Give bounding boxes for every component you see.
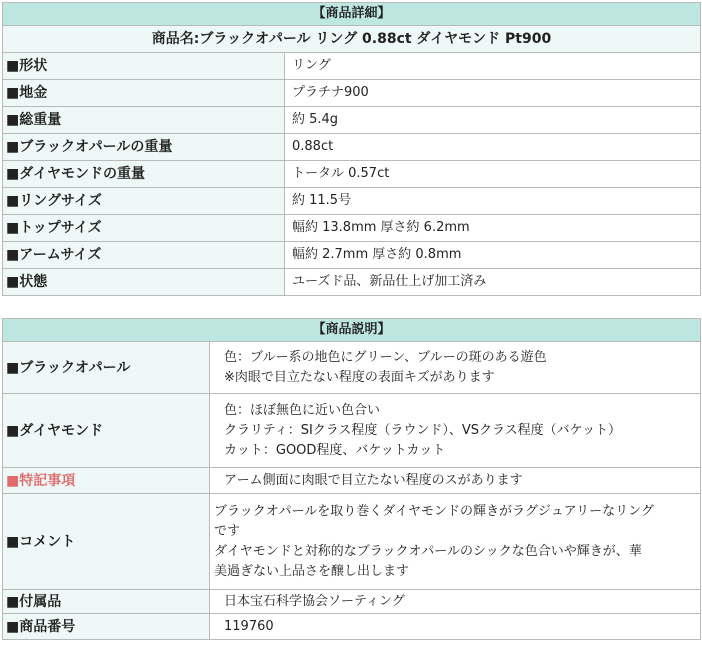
product-detail-table [2,2,701,296]
diamond-value [210,394,701,468]
detail-label-total-weight: ■総重量 [3,107,285,134]
black-opal-line: ※肉眼で目立たない程度の表面キズがあります [224,369,495,385]
description-row [3,342,701,394]
accessories-label: ■付属品 [3,590,210,614]
detail-label-diamond-weight: ■ダイヤモンドの重量 [3,161,285,188]
black-opal-label: ■ブラックオパール [3,342,210,394]
product-number-value: 119760 [210,614,701,640]
diamond-label: ■ダイヤモンド [3,394,210,468]
detail-row [3,134,701,161]
detail-header: 【商品詳細】 [3,3,701,26]
detail-row [3,161,701,188]
detail-value-top-size: 幅約 13.8mm 厚さ約 6.2mm [285,215,701,242]
comment-line: 美過ぎない上品さを醸し出します [214,563,410,579]
description-row [3,614,701,640]
detail-label-arm-size: ■アームサイズ [3,242,285,269]
detail-value-metal: プラチナ900 [285,80,701,107]
detail-label-opal-weight: ■ブラックオパールの重量 [3,134,285,161]
detail-row [3,269,701,296]
detail-value-condition: ユーズド品、新品仕上げ加工済み [285,269,701,296]
comment-value [210,494,701,590]
description-row [3,468,701,494]
detail-row [3,188,701,215]
description-header: 【商品説明】 [3,319,701,342]
accessories-value: 日本宝石科学協会ソーティング [210,590,701,614]
detail-label-ring-size: ■リングサイズ [3,188,285,215]
comment-line: ブラックオパールを取り巻くダイヤモンドの輝きがラグジュアリーなリング [214,503,654,519]
black-opal-line: 色：ブルー系の地色にグリーン、ブルーの斑のある遊色 [224,349,547,365]
notice-label: ■特記事項 [3,468,210,494]
detail-value-diamond-weight: トータル 0.57ct [285,161,701,188]
detail-label-metal: ■地金 [3,80,285,107]
detail-row [3,53,701,80]
detail-row [3,215,701,242]
detail-label-shape: ■形状 [3,53,285,80]
comment-line: ダイヤモンドと対称的なブラックオパールのシックな色合いや輝きが、華 [214,543,642,559]
product-number-label: ■商品番号 [3,614,210,640]
diamond-line: カット：GOOD程度、バケットカット [224,442,446,458]
detail-row [3,242,701,269]
diamond-line: 色：ほぼ無色に近い色合い [224,402,381,418]
detail-label-condition: ■状態 [3,269,285,296]
product-description-table [2,318,701,640]
comment-label: ■コメント [3,494,210,590]
detail-value-arm-size: 幅約 2.7mm 厚さ約 0.8mm [285,242,701,269]
comment-line: です [214,523,241,539]
detail-label-top-size: ■トップサイズ [3,215,285,242]
detail-row [3,107,701,134]
detail-value-shape: リング [285,53,701,80]
diamond-line: クラリティ：SIクラス程度（ラウンド）、VSクラス程度（バケット） [224,422,622,438]
description-row [3,394,701,468]
notice-value: アーム側面に肉眼で目立たない程度のスがあります [210,468,701,494]
product-name: 商品名:ブラックオパール リング 0.88ct ダイヤモンド Pt900 [3,26,701,53]
detail-value-opal-weight: 0.88ct [285,134,701,161]
detail-value-ring-size: 約 11.5号 [285,188,701,215]
description-row [3,590,701,614]
description-row [3,494,701,590]
black-opal-value [210,342,701,394]
detail-value-total-weight: 約 5.4g [285,107,701,134]
detail-row [3,80,701,107]
